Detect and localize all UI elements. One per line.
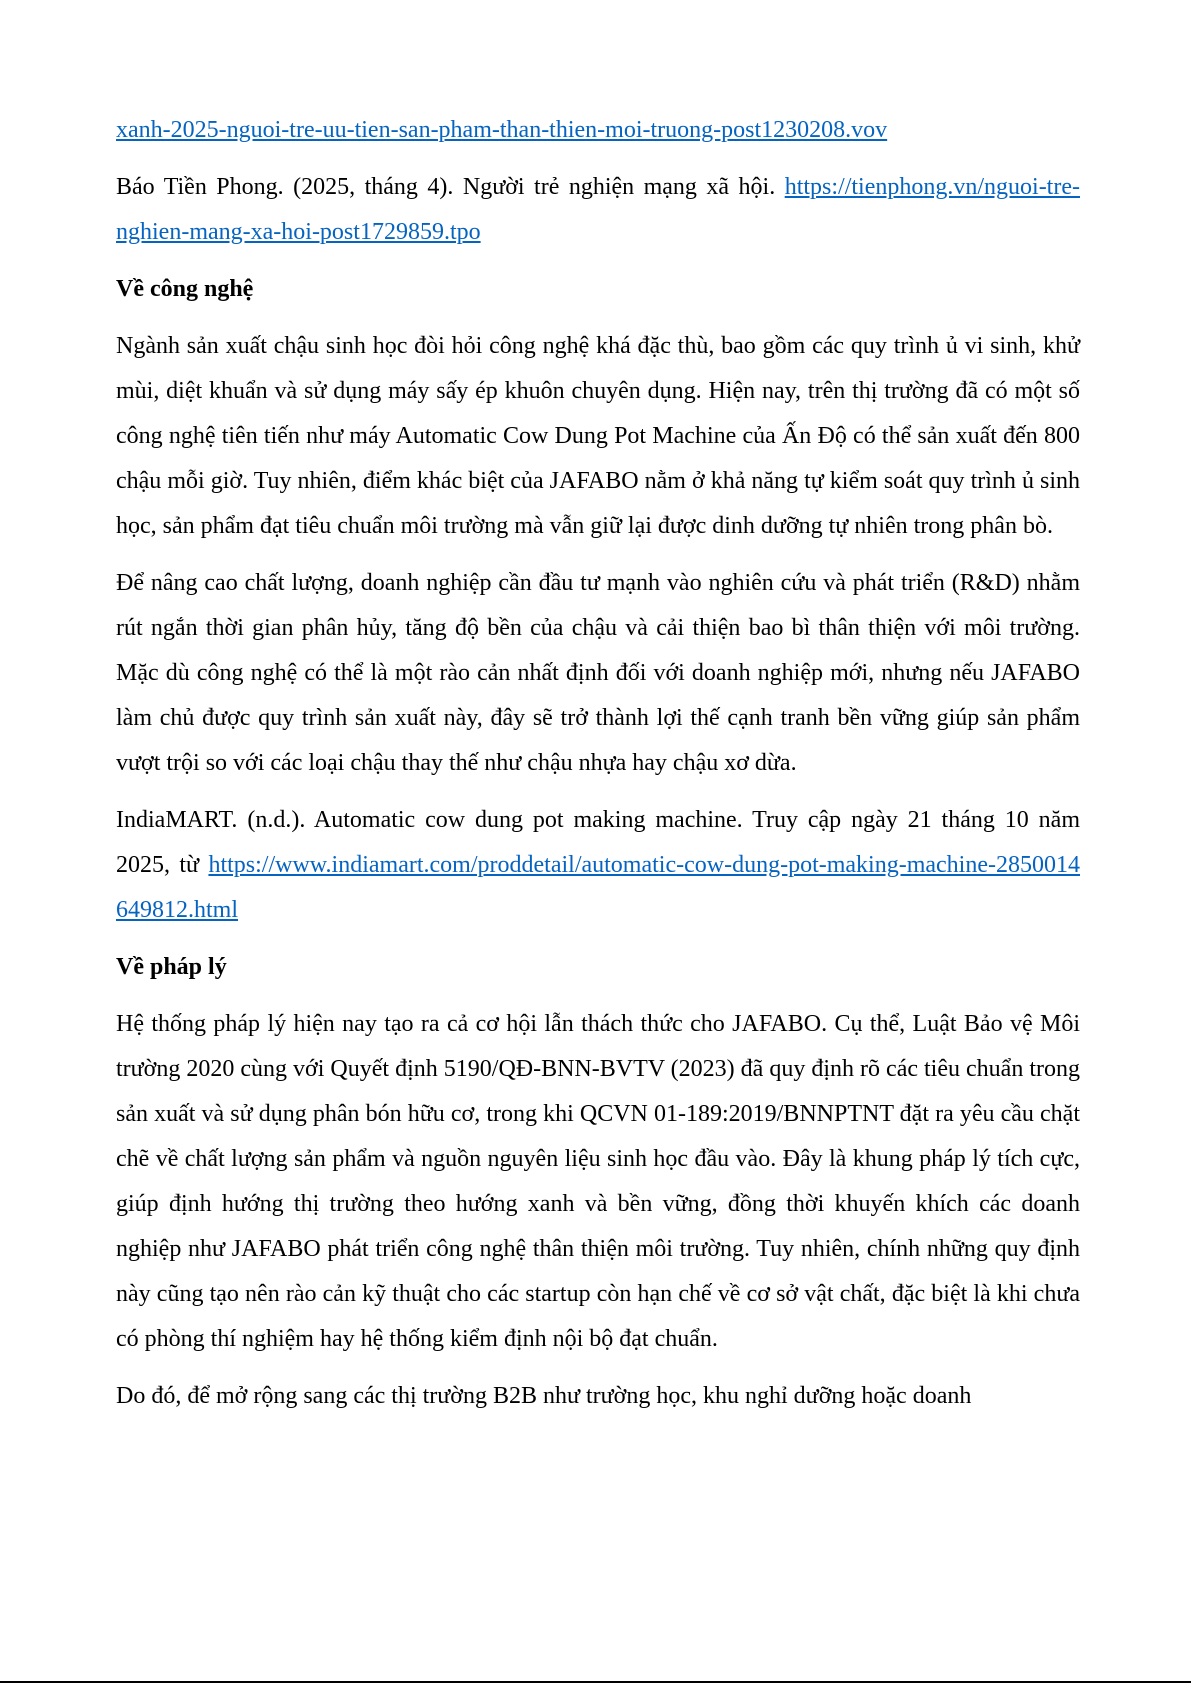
legal-paragraph-2: Do đó, để mở rộng sang các thị trường B2B như trường học, khu nghỉ dưỡng hoặc doanh [116,1383,972,1409]
reference-tienphong-text: Báo Tiền Phong. (2025, tháng 4). Người trẻ nghiện mạng xã hội. [116,174,776,200]
technology-paragraph-1: Ngành sản xuất chậu sinh học đòi hỏi công nghệ khá đặc thù, bao gồm các quy trình ủ vi sinh, khử mùi, diệt khuẩn và sử dụng máy sấy ép khuôn chuyên dụng. Hiện nay, trên thị trường đã có một số công nghệ tiên tiến như máy Automatic Cow Dung Pot Machine của Ấn Độ có thể sản xuất đến 800 chậu mỗi giờ. Tuy nhiên, điểm khác biệt của JAFABO nằm ở khả năng tự kiểm soát quy trình ủ sinh học, sản phẩm đạt tiêu chuẩn môi trường mà vẫn giữ lại được dinh dưỡng tự nhiên trong phân bò. [116,333,1080,539]
reference-tienphong-link[interactable]: https://tienphong.vn/nguoi-tre-nghien-mang-xa-hoi-post1729859.tpo [116,174,1080,245]
reference-green-link[interactable]: xanh-2025-nguoi-tre-uu-tien-san-pham-than-thien-moi-truong-post1230208.vov [116,117,888,143]
technology-paragraph-2: Để nâng cao chất lượng, doanh nghiệp cần đầu tư mạnh vào nghiên cứu và phát triển (R&D) nhằm rút ngắn thời gian phân hủy, tăng độ bền của chậu và cải thiện bao bì thân thiện với môi trường. Mặc dù công nghệ có thể là một rào cản nhất định đối với doanh nghiệp mới, nhưng nếu JAFABO làm chủ được quy trình sản xuất này, đây sẽ trở thành lợi thế cạnh tranh bền vững giúp sản phẩm vượt trội so với các loại chậu thay thế như chậu nhựa hay chậu xơ dừa. [116,570,1080,776]
reference-green-tail [116,108,1080,153]
document-page [116,108,1080,1431]
reference-indiamart [116,798,1080,933]
section-heading-technology: Về công nghệ [116,276,254,302]
reference-tienphong [116,165,1080,255]
legal-paragraph-1: Hệ thống pháp lý hiện nay tạo ra cả cơ hội lẫn thách thức cho JAFABO. Cụ thể, Luật Bảo vệ Môi trường 2020 cùng với Quyết định 5190/QĐ-BNN-BVTV (2023) đã quy định rõ các tiêu chuẩn trong sản xuất và sử dụng phân bón hữu cơ, trong khi QCVN 01-189:2019/BNNPTNT đặt ra yêu cầu chặt chẽ về chất lượng sản phẩm và nguồn nguyên liệu sinh học đầu vào. Đây là khung pháp lý tích cực, giúp định hướng thị trường theo hướng xanh và bền vững, đồng thời khuyến khích các doanh nghiệp như JAFABO phát triển công nghệ thân thiện môi trường. Tuy nhiên, chính những quy định này cũng tạo nên rào cản kỹ thuật cho các startup còn hạn chế về cơ sở vật chất, đặc biệt là khi chưa có phòng thí nghiệm hay hệ thống kiểm định nội bộ đạt chuẩn. [116,1011,1080,1352]
page-bottom-rule [0,1681,1191,1683]
reference-indiamart-link[interactable]: https://www.indiamart.com/proddetail/automatic-cow-dung-pot-making-machine-2850014649812.html [116,852,1080,923]
section-heading-legal: Về pháp lý [116,954,227,980]
reference-indiamart-text: IndiaMART. (n.d.). Automatic cow dung pot making machine. Truy cập ngày 21 tháng 10 năm 2025, từ [116,807,1080,878]
